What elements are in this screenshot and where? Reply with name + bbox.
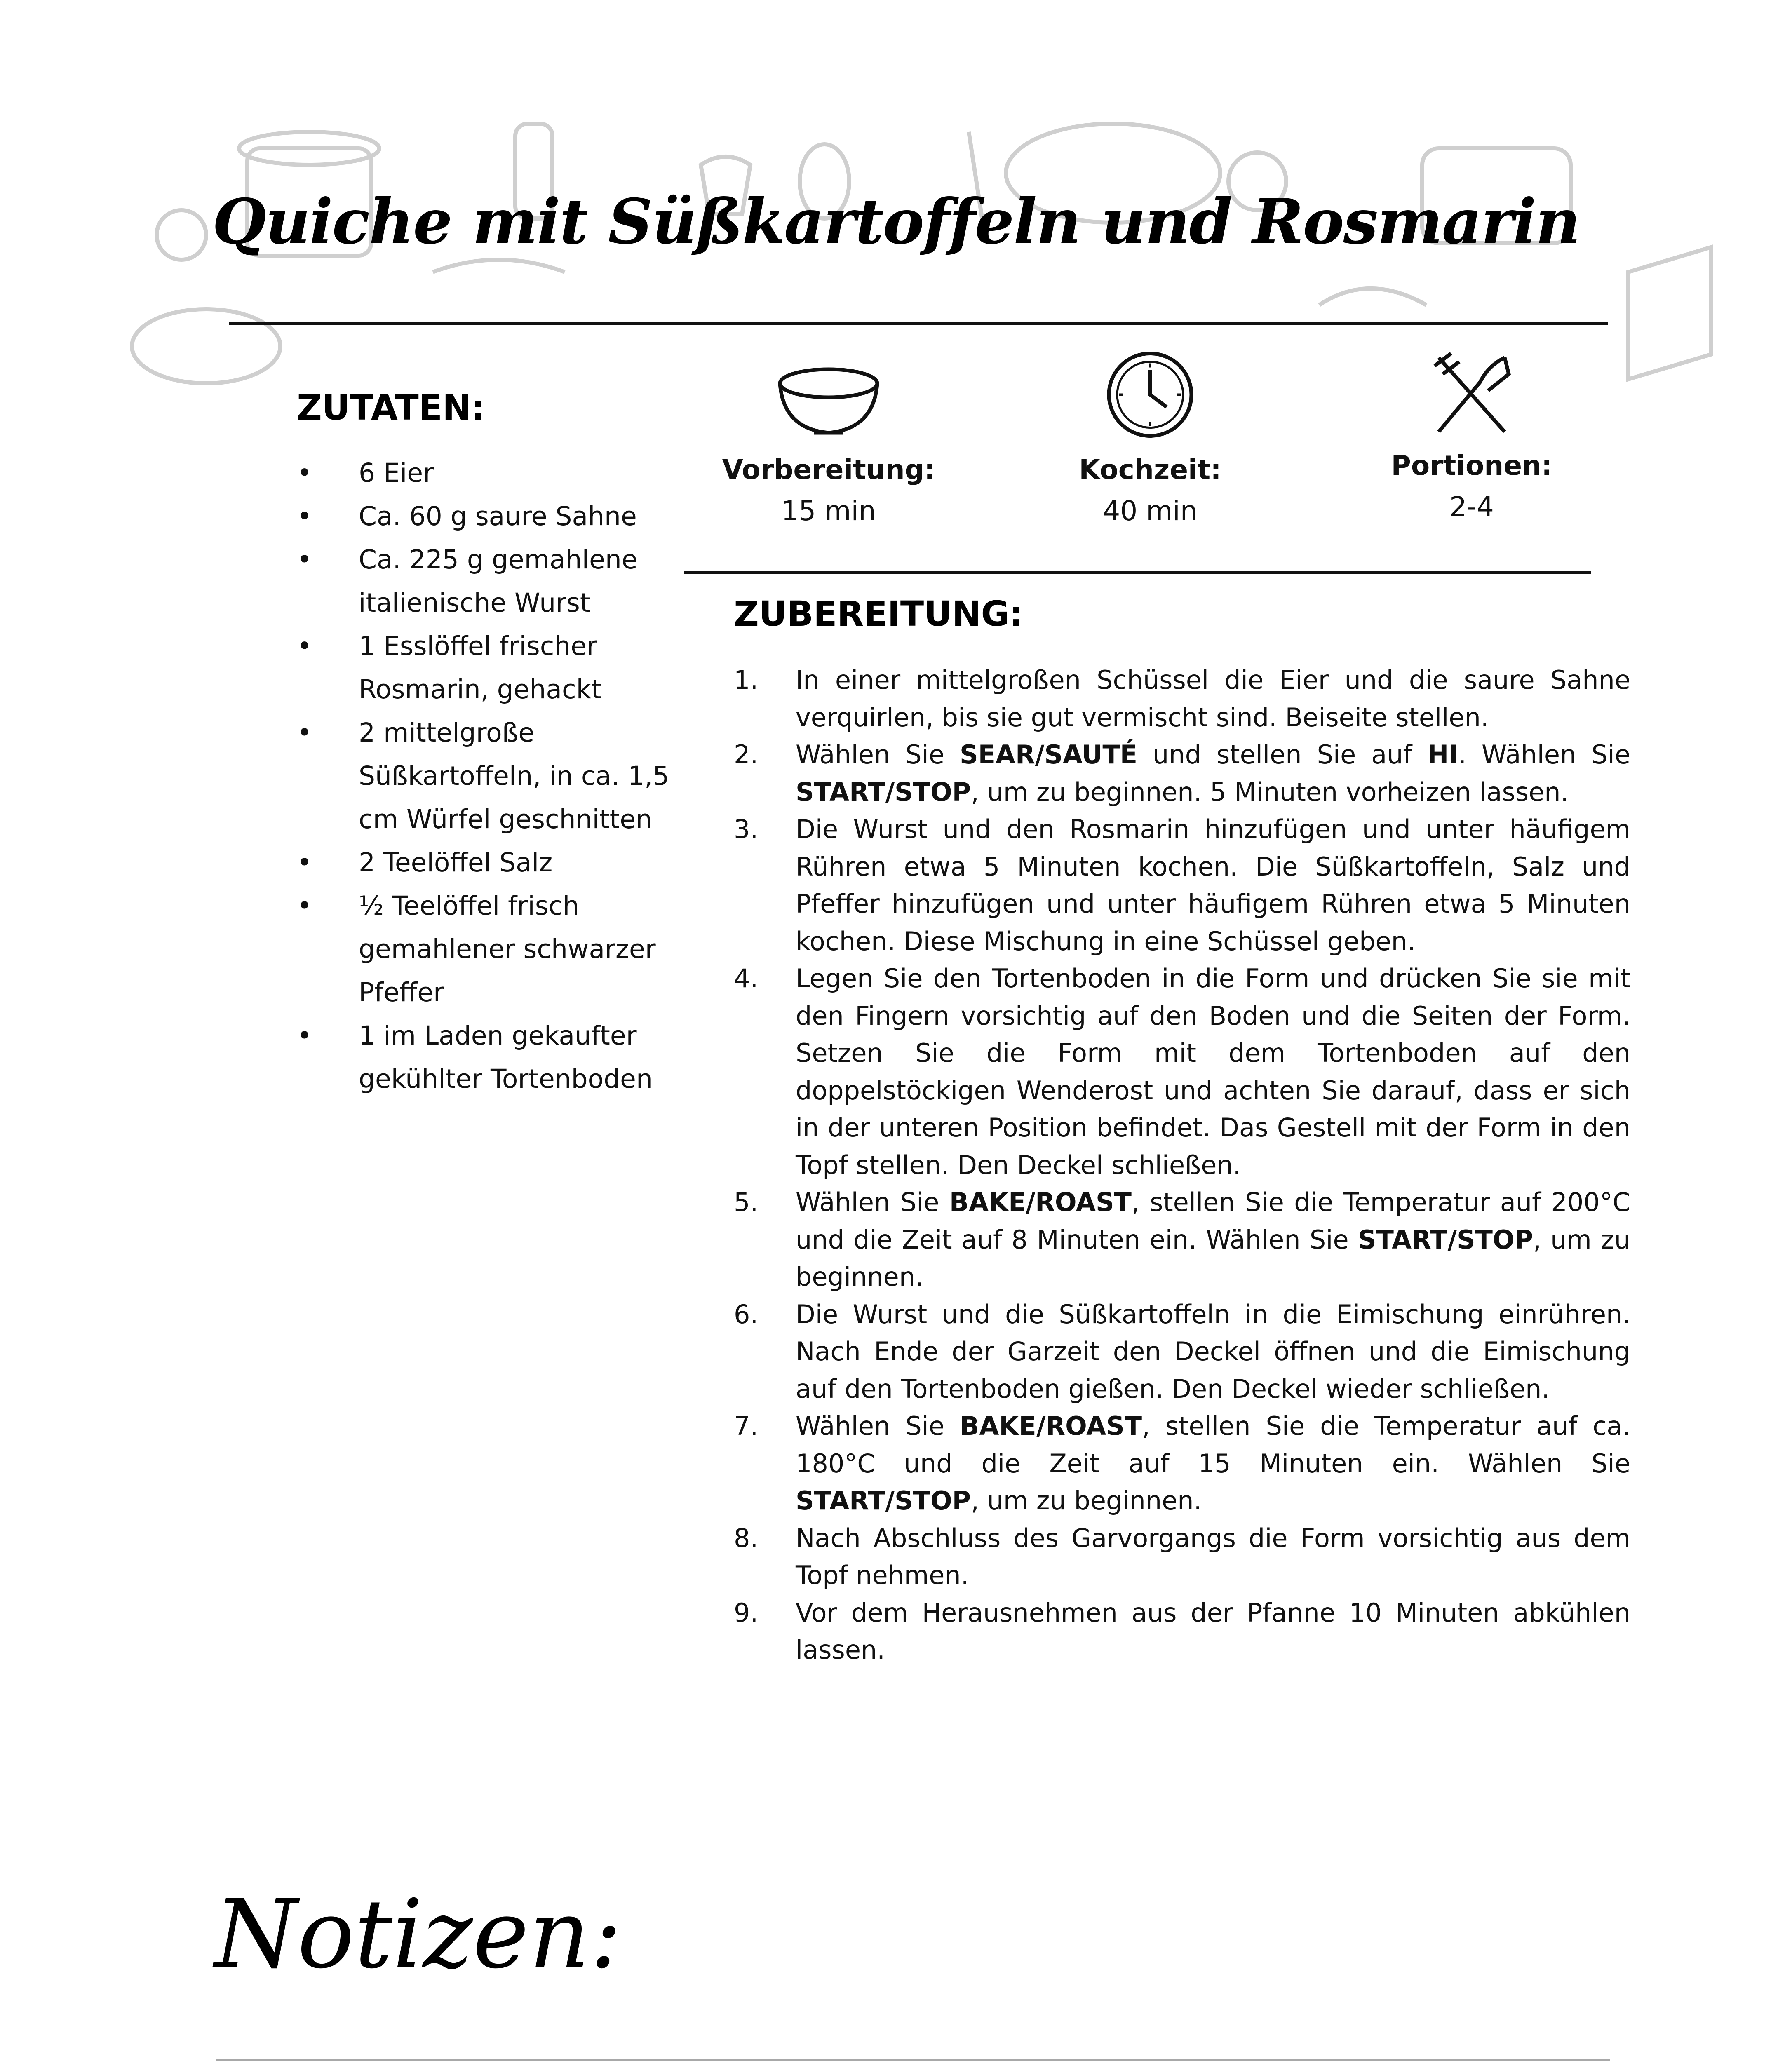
step-number: 2.	[734, 739, 759, 770]
ingredient-item: • Ca. 225 g gemahlene italienische Wurst	[297, 538, 680, 624]
ingredient-item: • 1 Esslöffel frischer Rosmarin, gehackt	[297, 624, 680, 711]
step-text: Wählen Sie	[796, 739, 960, 770]
preparation-step	[734, 736, 1630, 811]
step-text: Wählen Sie	[796, 1411, 960, 1441]
step-text: . Wählen Sie	[1458, 739, 1630, 770]
step-keyword: START/STOP	[1358, 1224, 1534, 1255]
cook-time-label: Kochzeit:	[1079, 454, 1221, 486]
prep-time-stat	[684, 359, 973, 532]
clock-icon	[1105, 348, 1195, 441]
ingredients-heading: ZUTATEN:	[297, 387, 485, 428]
preparation-step	[734, 662, 1630, 736]
servings-stat	[1327, 348, 1616, 528]
step-number: 8.	[734, 1523, 759, 1553]
servings-value: 2-4	[1449, 491, 1494, 523]
ingredient-item: • 2 mittelgroße Süßkartoffeln, in ca. 1,5 cm Würfel geschnitten	[297, 711, 680, 841]
step-text: und stellen Sie auf	[1137, 739, 1428, 770]
preparation-step	[734, 1184, 1630, 1296]
step-text: Legen Sie den Tortenboden in die Form und drücken Sie sie mit den Fingern vorsichtig auf den Boden und die Seiten der Form. Setzen Sie die Form mit dem Tortenboden auf den doppelstöckigen Wenderost und achten Sie darauf, dass er sich in der unteren Position befindet. Das Gestell mit der Form in den Topf stellen. Den Deckel schließen.	[796, 963, 1630, 1180]
preparation-step	[734, 1408, 1630, 1520]
stats-divider	[684, 571, 1591, 574]
step-text: In einer mittelgroßen Schüssel die Eier und die saure Sahne verquirlen, bis sie gut vermischt sind. Beiseite stellen.	[796, 665, 1630, 732]
ingredient-item: • Ca. 60 g saure Sahne	[297, 495, 680, 538]
step-text: Nach Abschluss des Garvorgangs die Form vorsichtig aus dem Topf nehmen.	[796, 1523, 1630, 1590]
cook-time-stat	[1006, 348, 1294, 532]
bowl-icon	[775, 359, 882, 441]
step-keyword: START/STOP	[796, 777, 971, 807]
ingredient-item: • 2 Teelöffel Salz	[297, 841, 680, 884]
fork-knife-icon	[1426, 348, 1517, 441]
preparation-step	[734, 811, 1630, 960]
step-keyword: HI	[1427, 739, 1458, 770]
recipe-title: Quiche mit Süßkartoffeln und Rosmarin	[212, 185, 1580, 258]
prep-time-label: Vorbereitung:	[722, 454, 935, 486]
notes-heading: Notizen:	[214, 1880, 622, 1990]
step-text: Wählen Sie	[796, 1187, 949, 1217]
ingredient-item: • 6 Eier	[297, 451, 680, 495]
step-keyword: BAKE/ROAST	[949, 1187, 1132, 1217]
ingredients-list	[297, 451, 680, 1101]
preparation-step	[734, 1296, 1630, 1408]
step-number: 4.	[734, 963, 759, 993]
step-number: 1.	[734, 665, 759, 695]
step-number: 7.	[734, 1411, 759, 1441]
step-text: , um zu beginnen.	[796, 1224, 1630, 1292]
ingredient-item: • ½ Teelöffel frisch gemahlener schwarzer Pfeffer	[297, 884, 680, 1014]
cook-time-value: 40 min	[1103, 495, 1198, 527]
preparation-step	[734, 960, 1630, 1184]
step-number: 6.	[734, 1299, 759, 1329]
step-text: , um zu beginnen. 5 Minuten vorheizen lassen.	[971, 777, 1569, 807]
servings-label: Portionen:	[1391, 450, 1552, 481]
ingredient-item: • 1 im Laden gekaufter gekühlter Tortenboden	[297, 1014, 680, 1101]
preparation-step	[734, 1594, 1630, 1669]
step-keyword: SEAR/SAUTÉ	[959, 739, 1138, 770]
note-line	[216, 2059, 1610, 2061]
prep-time-value: 15 min	[781, 495, 876, 527]
preparation-steps	[734, 662, 1630, 1669]
step-number: 9.	[734, 1597, 759, 1628]
step-number: 5.	[734, 1187, 759, 1217]
step-number: 3.	[734, 814, 759, 844]
step-text: , stellen Sie die Temperatur auf 200°C und die Zeit auf 8 Minuten ein. Wählen Sie	[796, 1187, 1630, 1255]
preparation-step	[734, 1520, 1630, 1594]
step-text: Die Wurst und den Rosmarin hinzufügen und unter häufigem Rühren etwa 5 Minuten kochen. Die Süßkartoffeln, Salz und Pfeffer hinzufügen und unter häufigem Rühren etwa 5 Minuten kochen. Diese Mischung in eine Schüssel geben.	[796, 814, 1630, 956]
step-keyword: BAKE/ROAST	[960, 1411, 1142, 1441]
step-text: Die Wurst und die Süßkartoffeln in die Eimischung einrühren. Nach Ende der Garzeit den Deckel öffnen und die Eimischung auf den Tortenboden gießen. Den Deckel wieder schließen.	[796, 1299, 1630, 1404]
step-keyword: START/STOP	[796, 1486, 971, 1516]
step-text: Vor dem Herausnehmen aus der Pfanne 10 Minuten abkühlen lassen.	[796, 1597, 1630, 1665]
step-text: , um zu beginnen.	[971, 1486, 1202, 1516]
title-divider	[229, 322, 1608, 325]
preparation-heading: ZUBEREITUNG:	[734, 594, 1024, 634]
step-text: , stellen Sie die Temperatur auf ca. 180°C und die Zeit auf 15 Minuten ein. Wählen Sie	[796, 1411, 1630, 1479]
